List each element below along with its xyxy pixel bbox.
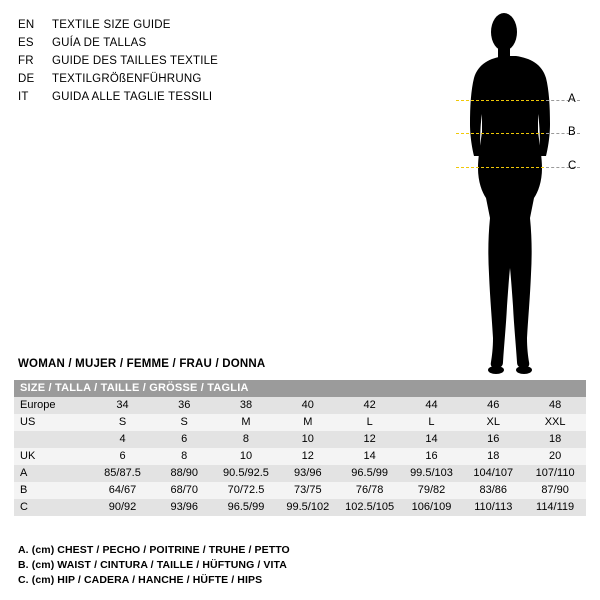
measure-line-waist	[456, 133, 544, 134]
language-row	[18, 34, 338, 52]
table-cell: 110/113	[474, 501, 513, 513]
row-label: B	[20, 484, 28, 496]
language-row	[18, 70, 338, 88]
table-cell: 93/96	[170, 501, 198, 513]
table-cell: 104/107	[473, 467, 514, 479]
table-cell: 34	[116, 399, 129, 411]
table-cell: 4	[119, 433, 126, 445]
language-text: TEXTILGRÖßENFÜHRUNG	[52, 73, 202, 85]
row-label: US	[20, 416, 36, 428]
language-code: DE	[18, 73, 35, 85]
body-silhouette-icon	[430, 6, 590, 376]
table-cell: 70/72.5	[227, 484, 265, 496]
row-label: UK	[20, 450, 36, 462]
table-cell: 99.5/102	[286, 501, 330, 513]
table-row	[14, 414, 586, 431]
table-cell: XXL	[544, 416, 566, 428]
table-cell: M	[303, 416, 313, 428]
table-cell: 8	[181, 450, 188, 462]
table-cell: M	[241, 416, 251, 428]
table-cell: 64/67	[108, 484, 137, 496]
table-cell: 85/87.5	[104, 467, 141, 479]
table-cell: 12	[363, 433, 376, 445]
measure-label-a: A	[568, 93, 576, 105]
table-cell: 16	[487, 433, 500, 445]
table-cell: 114/119	[536, 501, 575, 513]
table-cell: 8	[242, 433, 250, 445]
table-cell: 38	[239, 399, 253, 411]
footnote-waist: B. (cm) WAIST / CINTURA / TAILLE / HÜFTUNG / VITA	[18, 559, 287, 571]
table-cell: 90/92	[108, 501, 137, 513]
footnote-hip: C. (cm) HIP / CADERA / HANCHE / HÜFTE / HIPS	[18, 574, 263, 586]
table-cell: 102.5/105	[345, 501, 395, 513]
table-cell: 106/109	[411, 501, 452, 513]
table-cell: S	[180, 416, 188, 428]
table-cell: 14	[425, 433, 438, 445]
language-header	[18, 16, 338, 106]
row-label: Europe	[20, 399, 56, 411]
language-text: GUÍA DE TALLAS	[52, 37, 147, 49]
table-header-row	[14, 380, 586, 397]
table-cell: 107/110	[535, 467, 575, 479]
table-cell: 36	[178, 399, 191, 411]
language-row	[18, 88, 338, 106]
table-cell: 6	[181, 433, 188, 445]
table-cell: 10	[301, 433, 314, 445]
measure-label-b: B	[568, 126, 576, 138]
table-cell: 99.5/103	[410, 467, 453, 479]
table-cell: 88/90	[170, 467, 198, 479]
table-cell: 90.5/92.5	[223, 467, 269, 479]
table-cell: 42	[363, 399, 376, 411]
table-cell: 20	[548, 450, 562, 462]
table-cell: 79/82	[417, 484, 446, 496]
measure-line-hip	[456, 167, 544, 168]
table-row	[14, 448, 586, 465]
row-label	[14, 431, 92, 448]
table-cell: 73/75	[294, 484, 322, 496]
table-cell: XL	[486, 416, 501, 428]
table-cell: L	[366, 416, 373, 428]
table-cell: 12	[301, 450, 314, 462]
table-cell: 18	[487, 450, 500, 462]
table-cell: 83/86	[479, 484, 508, 496]
table-cell: 16	[425, 450, 438, 462]
table-row	[14, 465, 586, 482]
section-title-woman: WOMAN / MUJER / FEMME / FRAU / DONNA	[18, 358, 266, 370]
table-row	[14, 397, 586, 414]
table-row	[14, 499, 586, 516]
table-cell: 68/70	[170, 484, 198, 496]
table-cell: 6	[119, 450, 126, 462]
language-text: GUIDA ALLE TAGLIE TESSILI	[52, 91, 213, 103]
language-row	[18, 52, 338, 70]
footnotes	[18, 543, 578, 588]
table-cell: 48	[548, 399, 562, 411]
table-cell: 76/78	[355, 484, 384, 496]
table-cell: 46	[487, 399, 500, 411]
language-code: FR	[18, 55, 34, 67]
table-cell: 18	[548, 433, 562, 445]
language-text: GUIDE DES TAILLES TEXTILE	[52, 55, 219, 67]
row-label: C	[20, 501, 28, 513]
language-code: IT	[18, 91, 29, 103]
language-code: EN	[18, 19, 35, 31]
table-row	[14, 482, 586, 499]
table-cell: 44	[425, 399, 438, 411]
language-code: ES	[18, 37, 34, 49]
table-cell: 87/90	[541, 484, 569, 496]
table-cell: 14	[363, 450, 376, 462]
footnote-chest: A. (cm) CHEST / PECHO / POITRINE / TRUHE / PETTO	[18, 544, 290, 556]
table-cell: S	[118, 416, 127, 428]
measure-line-chest	[456, 100, 544, 101]
table-cell: 93/96	[294, 467, 322, 479]
table-cell: 96.5/99	[227, 501, 265, 513]
size-table	[14, 380, 586, 516]
language-row	[18, 16, 338, 34]
female-body-figure	[430, 6, 590, 376]
table-cell: 40	[301, 399, 314, 411]
table-cell: L	[428, 416, 435, 428]
table-header-label: SIZE / TALLA / TAILLE / GRÖSSE / TAGLIA	[20, 382, 249, 394]
table-row	[14, 431, 586, 448]
row-label: A	[20, 467, 28, 479]
table-cell: 10	[239, 450, 253, 462]
language-text: TEXTILE SIZE GUIDE	[52, 19, 171, 31]
measure-label-c: C	[568, 160, 577, 172]
table-cell: 96.5/99	[351, 467, 388, 479]
